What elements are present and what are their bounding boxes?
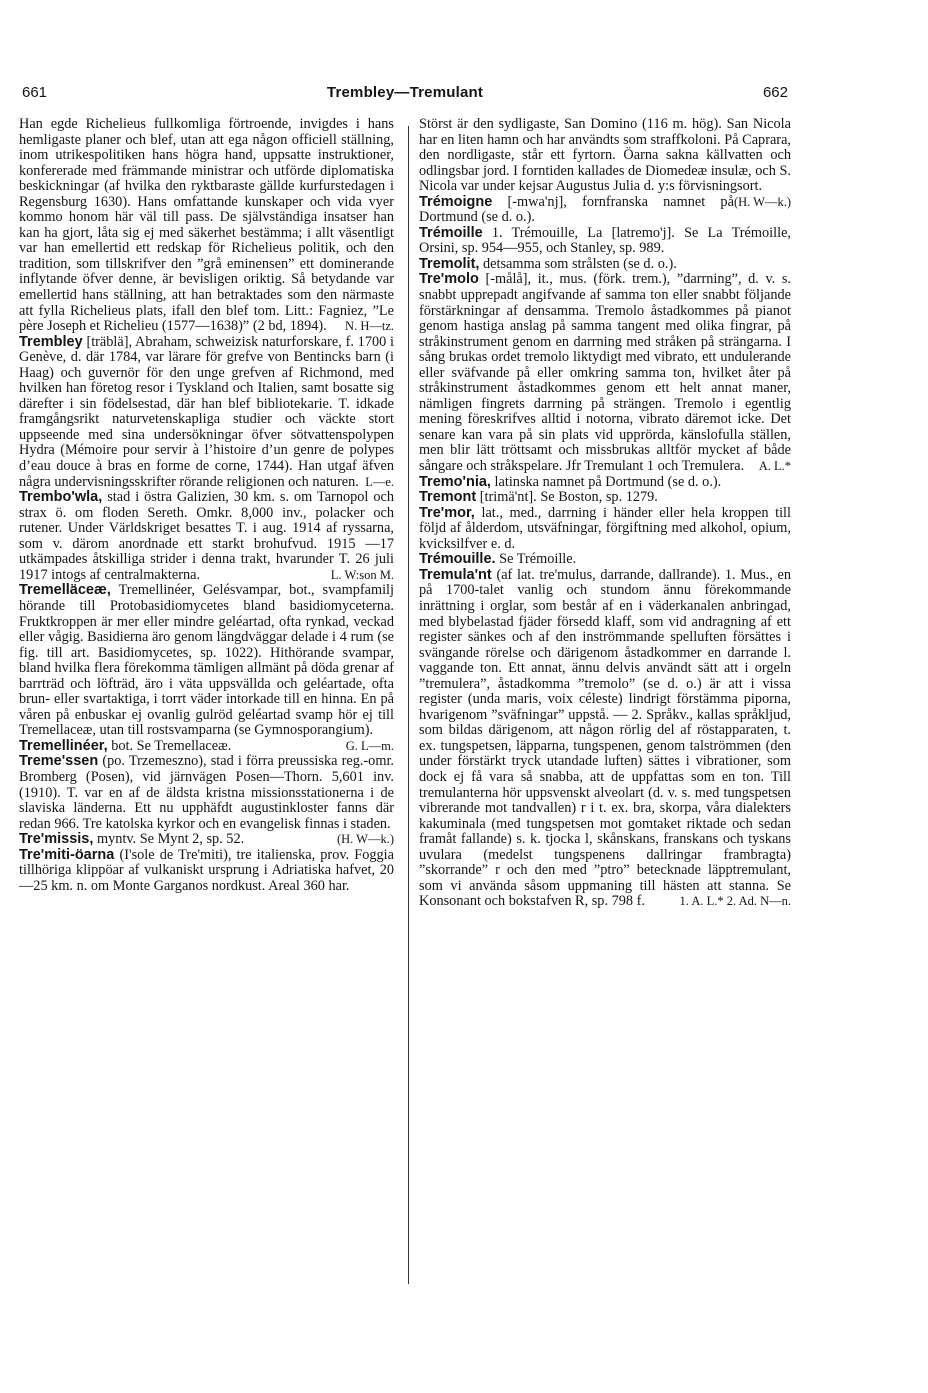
entry-headword: Tremellinéer, [19,737,108,754]
entry [19,739,394,755]
entry-headword: Tre'mor, [419,504,475,521]
entry-text: latinska namnet på Dortmund (se d. o.). [494,473,722,490]
right-column [419,117,791,910]
entry-headword: Trembley [19,333,83,350]
entry-headword: Tre'miti-öarna [19,846,115,863]
entry-text: Se Trémoille. [499,551,577,568]
entry [19,117,394,335]
entry-text: Störst är den sydligaste, San Domino (116 m. hög). San Nicola har en liten hamn och har användts som straffkoloni. På Caprara, den nordligaste, står ett fyrtorn. Öarna sakna källvatten och odlingsbar jord. I forntiden kallades de Diomedeæ insulæ, och S. Nicola var under kejsar Augustus Julia d. y:s förvisningsort. [419,116,791,195]
entry-headword: Tre'molo [419,271,479,288]
entry-text: myntv. Se Mynt 2, sp. 52. [96,831,245,848]
entry [19,848,394,895]
entry-text: detsamma som strålsten (se d. o.). [483,255,677,272]
entry [19,490,394,583]
entry-headword: Tremolit, [419,255,480,272]
entry-text: [träblä], Abraham, schweizisk naturforskare, f. 1700 i Genève, d. där 1784, var lärare för grefve von Bentincks barn (i Haag) och guvernör för den unge grefven af Richmond, med hvilken han företog resor i Tyskland och Italien, samt bosatte sig därefter i sin födelsestad, där han blef bibliotekarie. T. idkade framgångsrikt naturvetenskapliga studier och väckte stort uppseende med sina undersökningar öfver sötvattenspolypen Hydra (Mémoire pour servir à l’histoire d’un genre de polypes d’eau douce à bras en forme de corne, 1744). Han utgaf äfven några undervisningsskrifter rörande religionen och naturen. [19,333,395,490]
entry-headword: Tremelläceæ, [19,582,111,599]
entry-headword: Trembo'wla, [19,489,103,506]
entry-text: (I'sole de Tre'miti), tre italienska, prov. Foggia tillhöriga klippöar af vulkaniskt ursprung i Adriatiska hafvet, 20—25 km. n. om Monte Garganos nordkust. Areal 360 har. [19,846,394,894]
page-number-left: 661 [22,84,48,101]
entry-text: (po. Trzemeszno), stad i förra preussiska reg.-omr. Bromberg (Posen), vid järnvägen Posen—Thorn. 5,601 inv. (1910). T. var en af de äldsta kristna missionsstationerna i de slaviska länderna. Ett nu upphäfdt augustinkloster fanns där redan 966. Tre katolska kyrkor och en evangelisk finnas i staden. [19,753,394,832]
entry-signature: N. H—tz. [345,319,394,334]
entry [419,490,791,506]
entry [419,475,791,491]
entry [419,257,791,273]
running-title: Trembley—Tremulant [326,84,484,101]
entry-text: Han egde Richelieus fullkomliga förtroende, invigdes i hans hemligaste planer och blef, utan att ega någon officiell ställning, inom utrikespolitiken hans högra hand, uppsatte instruktioner, konfererade med främmande ministrar och utförde diplomatiska beskickningar (af hvilka den ryktbaraste gällde kurfurstedagen i Regensburg 1630). Hans omfattande kunskaper och vida vyer kommo honom här väl till pass. De självständiga insatser han kan ha gjort, låta sig ej med säkerhet bestämma; i allt väsentligt var han emellertid ett redskap för Richelieus politik, och den tradition, som tillskrifver den ”grå eminensen” ett dominerande inflytande öfver denne, är bevisligen oriktig. Så betydande var emellertid hans ställning, att han betraktades som den närmaste att fylla Richelieus plats, ifall den blef tom. Litt.: Fagniez, ”Le père Joseph et Richelieu (1577—1638)” (2 bd, 1894). [19,116,394,335]
page-header [22,84,788,104]
entry-signature: (H. W—k.) [733,194,791,209]
entry-text: 1. Trémouille, La [latremo'j]. Se La Trémoille, Orsini, sp. 954—955, och Stanley, sp. 989. [419,224,792,257]
entry-signature: G. L—m. [345,738,394,753]
page-number-right: 662 [762,84,788,101]
entry-headword: Treme'ssen [19,753,99,770]
entry-headword: Tre'missis, [19,831,94,848]
entry-headword: Tremula'nt [419,566,492,583]
entry-text: [-mwa'nj], fornfranska namnet på Dortmund (se d. o.). [419,193,734,226]
entry [419,226,791,257]
entry-signature: L. W:son M. [330,567,394,582]
entry [419,552,791,568]
entry-text: (af lat. tre'mulus, darrande, dallrande). 1. Mus., en på 1700-talet vanlig och stundom ännu förekommande inrättning i orglar, som består af en i väderkanalen anbringad, med blybelastad fjäder försedd klaff, som vid andragning af ett register sänkes och af den inströmmande spelluften försättes i svängande rörelse och därigenom åstadkommer en darrande l. vaggande ton. Ett annat, ännu delvis användt sätt att i orgeln ”tremulera”, åstadkomma ”tremolo” (se d. o.) är att i vissa register (unda maris, voix céleste) lindrigt förstämma piporna, hvarigenom ”sväfningar” uppstå. — 2. Språkv., kallas språkljud, som bildas därigenom, att någon rörlig del af röstapparaten, t. ex. tungspetsen, läpparna, tungspenen, genom talströmmen (den under förstärkt tryck utandade luften) sättes i vibrationer, som dock ej få vara så snabba, att de uppfattas som en ton. Till tremulanterna hör uppsvenskt alveolart (d. v. s. med tungspetsen vibrerande mot tandvallen) r i t. ex. bra, skorpa, våra dialekters kakuminala (med tungspetsen mot gomtaket riktade och sedan framåt fallande) s. k. tjocka l, skånskans, franskans och tyskans uvulara (medelst tungspenens dallringar frambragta) ”skorrande” r och den med ”ptro” betecknade läpptremulant, som vi använda såsom uppmaning till hästen att stanna. Se Konsonant och bokstafven R, sp. 798 f. [419,566,791,910]
entry-text: [trimä'nt]. Se Boston, sp. 1279. [479,489,658,506]
entry-text: Tremellinéer, Gelésvampar, bot., svampfamilj hörande till Protobasidiomycetes bland basidiomyceterna. Fruktkroppen är mer eller mindre geléartad, ofta rynkad, veckad eller vågig. Basidierna äro genom längdväggar delade i 4 rum (se fig. till art. Basidiomycetes, sp. 1022). Hithörande svampar, bland hvilka flera förekomma tämligen allmänt på döda grenar af barrträd och löfträd, äro i väta uppsvällda och geléartade, ofta brun- eller svartaktiga, i torrt väder intorkade till en hinna. En på våren på enbuskar ej ovanlig gulröd geléartad svamp hör ej till Tremellaceæ, utan till rostsvamparna (se Gymnosporangium). [19,582,394,739]
left-column [19,117,394,894]
entry-headword: Trémoille [419,224,483,241]
entry-headword: Trémoigne [419,193,493,210]
entry-headword: Tremont [419,489,477,506]
entry [419,568,791,910]
entry-signature: (H. W—k.) [336,832,394,847]
entry-headword: Tremo'nia, [419,473,491,490]
entry-headword: Trémouille. [419,551,496,568]
entry-text: [-målå], it., mus. (förk. trem.), ”darrning”, d. v. s. snabbt upprepadt angifvande af samma ton eller snabbt följande förstärkningar af densamma. Tremolo åstadkommes på pianot genom hastiga anslag på samma tangent med olika fingrar, på stråkinstrument genom en darrning med stråken på strängarna. I sång brukas ordet tremolo liktydigt med vibrato, ett undulerande eller sväfvande på eller omkring samma ton, hvilket åter på stråkinstrument åstadkommes genom ett helt annat maner, nämligen fingrets darrning på strängen. Tremolo i egentlig mening föreskrifves alltid i notorna, vibrato däremot icke. Det senare kan vara på sin plats vid upprörda, känslofulla ställen, men blir lätt tröttsamt och missbrukas alltför mycket af både sångare och stråkspelare. Jfr Tremulant 1 och Tremulera. [419,271,792,475]
entry-signature: L—e. [365,474,394,489]
entry [19,335,394,490]
column-divider [408,126,409,1284]
entry-signature: 1. A. L.* 2. Ad. N—n. [679,894,791,909]
entry-text: lat., med., darrning i händer eller hela kroppen till följd af ålderdom, utsväfningar, förgiftning med alkohol, opium, kvicksilfver e. d. [419,504,792,552]
entry [419,506,791,553]
entry-text: bot. Se Tremellaceæ. [111,737,232,754]
entry [419,272,791,474]
entry-signature: A. L.* [758,459,791,474]
entry-text: stad i östra Galizien, 30 km. s. om Tarnopol och strax ö. om floden Sereth. Omkr. 8,000 inv., polacker och rutener. Under Världskriget besattes T. i aug. 1914 af ryssarna, som v. därom anordnade ett starkt brohufvud. 1915 —17 utkämpades åtskilliga strider i denna trakt, hvarunder T. 26 juli 1917 intogs af centralmakterna. [19,489,394,583]
